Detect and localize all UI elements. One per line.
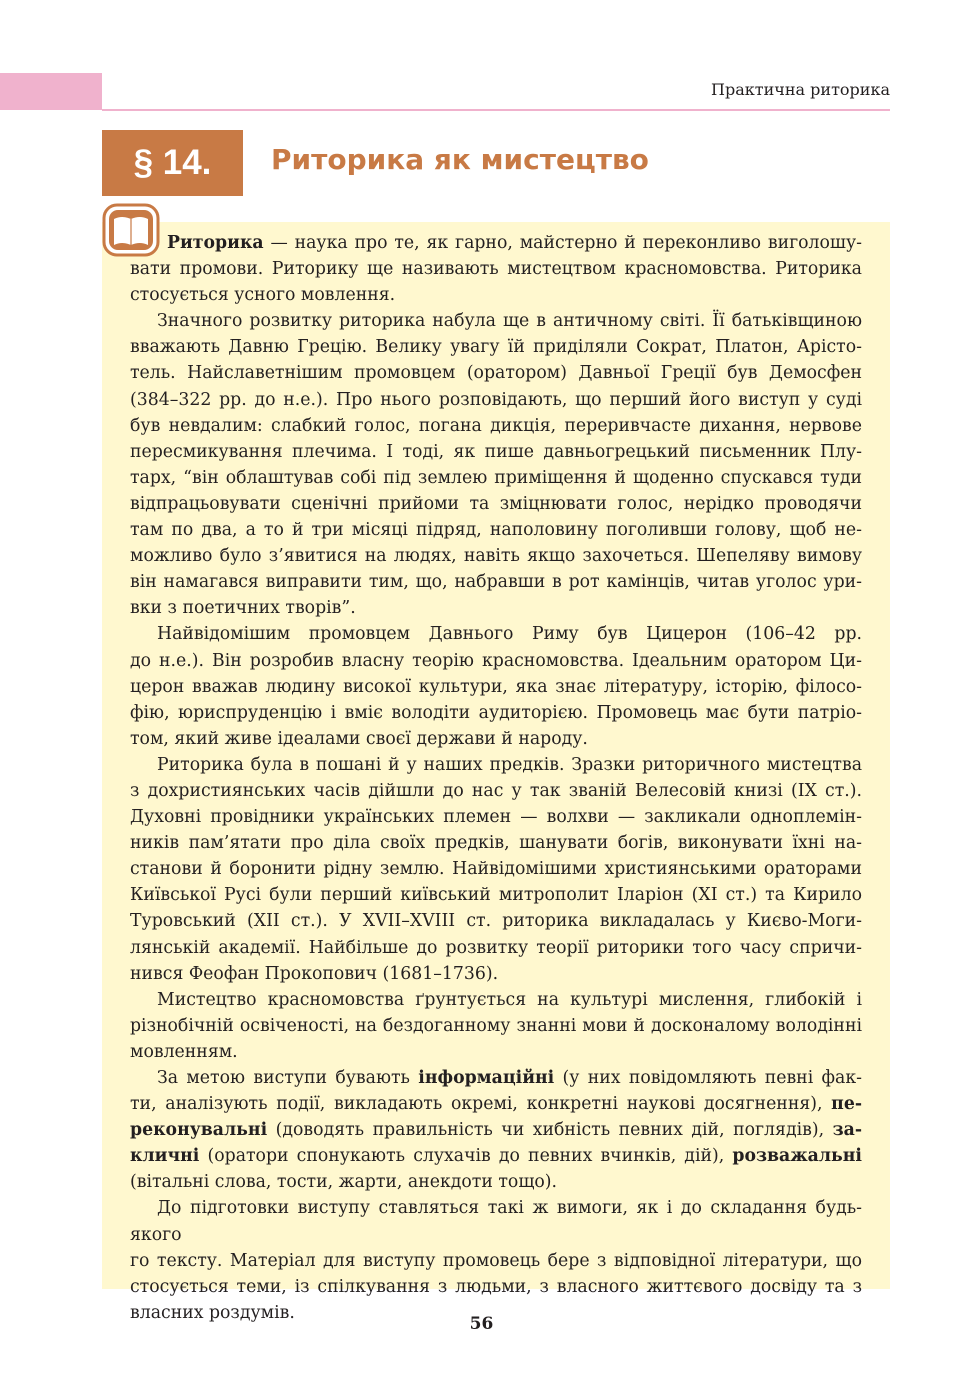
- text-line: [130, 465, 862, 491]
- text-line: [130, 726, 862, 752]
- text-run: там по два, а то й три місяці підряд, наполовину поголивши голову, щоб не-: [130, 520, 862, 541]
- text-run: відпрацьовувати сценічні прийоми та зміцнювати голос, нерідко проводячи: [130, 493, 862, 514]
- text-run: можливо було з’явитися на людях, навіть якщо захочеться. Шепеляву вимову: [130, 546, 862, 567]
- text-line: [130, 1143, 862, 1169]
- text-run: ників пам’ятати про діла своїх предків, шанувати богів, виконувати їхні на-: [130, 833, 862, 854]
- text-run: Київської Русі були перший київський митрополит Іларіон (XI ст.) та Кирило: [130, 885, 862, 906]
- text-line: [130, 491, 862, 517]
- text-line: [130, 308, 862, 334]
- text-line: [130, 1195, 862, 1247]
- bold-term: реконувальні: [130, 1120, 268, 1141]
- text-run: Риторика була в пошані й у наших предків. Зразки риторичного мистецтва: [157, 754, 862, 775]
- text-run: станови й боронити рідну землю. Найвідомішими християнськими ораторами: [130, 859, 862, 880]
- text-run: пересмикування плечима. І тоді, як пише давньогрецький письменник Плу-: [130, 441, 862, 462]
- bold-term: інформаційні: [418, 1068, 555, 1088]
- text-line: [130, 413, 862, 439]
- text-line: [130, 1039, 862, 1065]
- text-line: [130, 360, 862, 386]
- text-run: був невдалим: слабкий голос, погана дикція, переривчасте дихання, нервове: [130, 415, 862, 436]
- text-run: вати промови. Риторику ще називають мистецтвом красномовства. Риторика: [130, 259, 862, 280]
- text-line: [130, 517, 862, 543]
- text-line: [130, 1065, 862, 1091]
- text-line: [130, 543, 862, 569]
- bold-term: розважальні: [732, 1146, 862, 1167]
- text-run: До підготовки виступу ставляться такі ж вимоги, як і до складання будь-якого: [130, 1198, 862, 1245]
- text-line: [130, 830, 862, 856]
- text-line: [130, 987, 862, 1013]
- text-run: (384–322 рр. до н.е.). Про нього розповідають, що перший його виступ у суді: [130, 389, 862, 410]
- text-line: [130, 595, 862, 621]
- text-line: [130, 256, 862, 282]
- text-line: [130, 230, 862, 256]
- page-number: 56: [469, 1314, 494, 1334]
- text-line: [130, 439, 862, 465]
- text-run: з дохристиянських часів дійшли до нас у так званій Велесовій книзі (IX ст.).: [130, 780, 862, 801]
- text-line: [130, 752, 862, 778]
- text-line: [130, 1091, 862, 1117]
- bold-term: кличні: [130, 1146, 200, 1167]
- text-line: [130, 961, 862, 987]
- text-run: стосується теми, із спілкування з людьми, з власного життєвого досвіду та з: [130, 1276, 862, 1297]
- text-run: го тексту. Матеріал для виступу промовець бере з відповідної літератури, що: [130, 1250, 862, 1271]
- bold-term: Риторика: [167, 233, 264, 253]
- text-run: до н.е.). Він розробив власну теорію красномовства. Ідеальним оратором Ци-: [130, 650, 862, 671]
- text-line: [130, 569, 862, 595]
- text-line: [130, 856, 862, 882]
- text-run: За метою виступи бувають: [157, 1068, 419, 1088]
- text-line: [130, 935, 862, 961]
- text-line: [130, 674, 862, 700]
- text-run: — наука про те, як гарно, майстерно й переконливо виголошу-: [263, 233, 862, 253]
- text-line: [130, 778, 862, 804]
- section-number: § 14.: [102, 130, 243, 196]
- text-run: лянській академії. Найбільше до розвитку теорії риторики того часу спричи-: [130, 937, 862, 958]
- header-color-tab: [0, 73, 102, 110]
- text-line: [130, 1169, 862, 1195]
- text-run: ти, аналізують події, викладають окремі, конкретні наукові досягнення),: [130, 1094, 832, 1115]
- text-line: [130, 882, 862, 908]
- header-rule: [102, 109, 890, 111]
- text-run: мовленням.: [130, 1041, 238, 1062]
- text-run: Туровський (XII ст.). У XVII–XVIII ст. риторика викладалась у Києво-Моги-: [130, 911, 862, 932]
- text-run: Мистецтво красномовства ґрунтується на культурі мислення, глибокій і: [157, 989, 862, 1010]
- text-line: [130, 1117, 862, 1143]
- text-line: [130, 804, 862, 830]
- text-run: (доводять правильність чи хибність певних дій, поглядів),: [267, 1120, 833, 1141]
- bold-term: за-: [832, 1120, 862, 1141]
- text-run: Значного розвитку риторика набула ще в античному світі. Її батьківщиною: [157, 311, 862, 332]
- text-line: [130, 621, 862, 647]
- section-title: Риторика як мистецтво: [271, 143, 649, 176]
- text-run: різнобічній освіченості, на бездоганному знанні мови й досконалому володінні: [130, 1015, 862, 1036]
- text-run: стосується усного мовлення.: [130, 285, 396, 306]
- text-run: Найвідомішим промовцем Давнього Риму був Цицерон (106–42 рр.: [157, 624, 862, 645]
- text-run: вки з поетичних творів”.: [130, 598, 356, 619]
- text-run: (оратори спонукають слухачів до певних вчинків, дій),: [199, 1146, 733, 1167]
- bold-term: пе-: [831, 1094, 862, 1115]
- text-run: (вітальні слова, тости, жарти, анекдоти тощо).: [130, 1172, 558, 1193]
- text-run: фію, юриспруденцію і вміє володіти аудиторією. Промовець має бути патріо-: [130, 702, 862, 723]
- text-line: [130, 1013, 862, 1039]
- text-run: (у них повідомляють певні фак-: [554, 1068, 862, 1088]
- text-run: тарх, “він облаштував собі під землею приміщення й щоденно спускався туди: [130, 467, 862, 488]
- text-run: нився Феофан Прокопович (1681–1736).: [130, 963, 499, 984]
- text-run: том, який живе ідеалами своєї держави й народу.: [130, 728, 588, 749]
- text-run: церон вважав людину високої культури, яка знає літературу, історію, філосо-: [130, 676, 862, 697]
- running-head: Практична риторика: [711, 80, 890, 99]
- text-line: [130, 700, 862, 726]
- text-run: власних роздумів.: [130, 1302, 295, 1323]
- text-line: [130, 908, 862, 934]
- text-line: [130, 334, 862, 360]
- text-run: тель. Найславетнішим промовцем (оратором) Давньої Греції був Демосфен: [130, 363, 862, 384]
- text-line: [130, 1274, 862, 1300]
- text-line: [130, 1248, 862, 1274]
- body-text: [130, 230, 862, 1326]
- text-run: вважають Давню Грецію. Велику увагу їй приділяли Сократ, Платон, Арісто-: [130, 337, 862, 358]
- text-line: [130, 282, 862, 308]
- text-run: він намагався виправити тим, що, набравши в рот камінців, читав уголос ури-: [130, 572, 862, 593]
- text-run: Духовні провідники українських племен — волхви — закликали одноплемін-: [130, 807, 862, 828]
- text-line: [130, 648, 862, 674]
- text-line: [130, 387, 862, 413]
